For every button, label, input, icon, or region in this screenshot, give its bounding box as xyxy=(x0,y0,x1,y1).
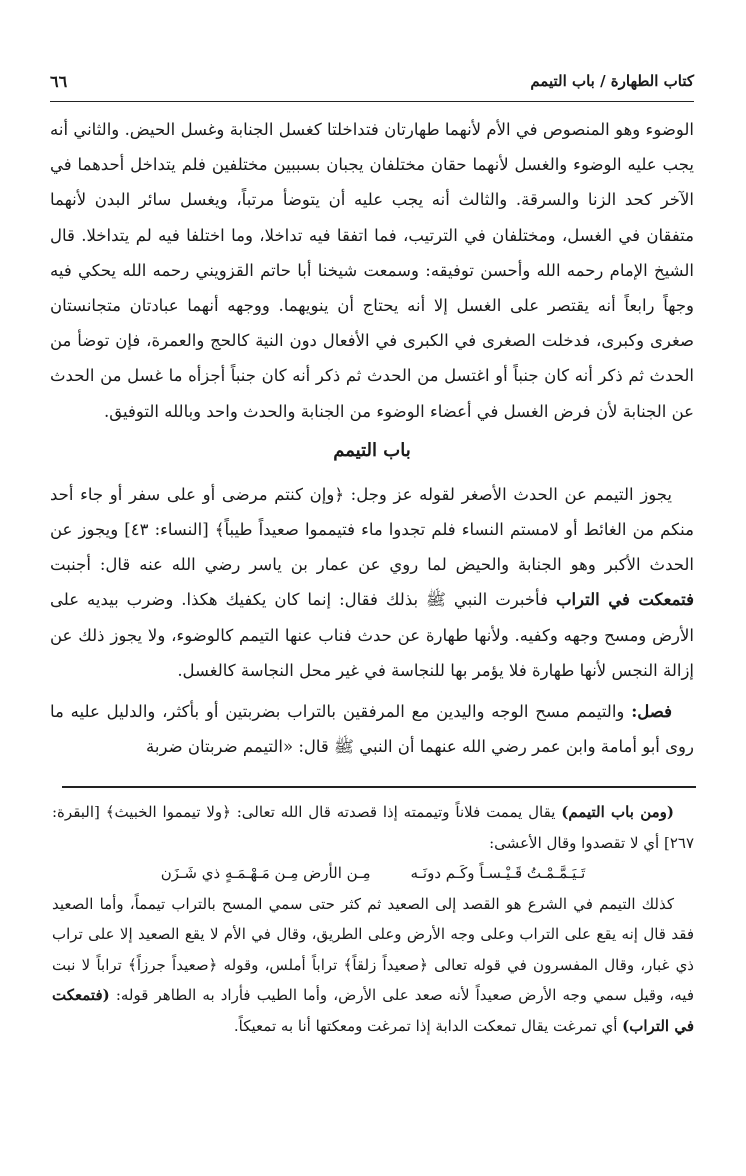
paragraph-text: والتيمم مسح الوجه واليدين مع المرفقين بالتراب بضربتين أو بأكثر، والدليل عليه ما روى أبو أمامة وابن عمر رضي الله عنهما أن النبي ﷺ قال: «التيمم ضربتان ضربة xyxy=(50,702,694,757)
header-title: كتاب الطهارة / باب التيمم xyxy=(530,72,694,90)
footnote-entry xyxy=(52,889,694,1042)
paragraph-text: فأخبرت النبي ﷺ بذلك فقال: إنما كان يكفيك هكذا. وضرب بيديه على الأرض ومسح وجهه وكفيه. ولأنها طهارة عن حدث فناب عنها التيمم كالوضوء، ولا يجوز ذلك عن إزالة النجس لأنها طهارة فلا يؤمر بها للنجاسة في غير محل النجاسة كالغسل. xyxy=(50,590,694,680)
footnote-text: يقال يممت فلاناً وتيممته إذا قصدته قال الله تعالى: ﴿ولا تيمموا الخبيث﴾ [البقرة: ٢٦٧] أي لا تقصدوا وقال الأعشى: xyxy=(52,803,694,852)
footnote-text: كذلك التيمم في الشرع هو القصد إلى الصعيد ثم كثر حتى سمي المسح بالتراب تيمماً، وأما الصعيد فقد قال إنه يقع على التراب وعلى وجه الأرض وعلى الطريق، وقال في الأم لا يقع الصعيد إلا على تراب ذي غبار، وقال المفسرون في قوله تعالى ﴿صعيداً زلقاً﴾ تراباً أملس، وقوله ﴿صعيداً جرزاً﴾ تراباً لا نبت فيه، وقيل سمي وجه الأرض صعيداً لأنه صعد على الأرض، وأما الطيب فأراد به الطاهر قوله: xyxy=(52,894,694,1004)
paragraph-continuation: الوضوء وهو المنصوص في الأم لأنهما طهارتان فتداخلتا كغسل الجنابة وغسل الحيض. والثاني أنه يجب عليه الوضوء والغسل لأنهما حقان مختلفان يجبان بسببين مختلفين فلم يتداخل أحدهما في الآخر كحد الزنا والسرقة. والثالث أنه يجب عليه أن يتوضأ مرتباً، ويغسل سائر البدن لأنهما متفقان في الغسل، ومختلفان في الترتيب، فما اتفقا فيه تداخلا، وما اختلفا فيه لم يتداخلا. قال الشيخ الإمام رحمه الله وأحسن توفيقه: وسمعت شيخنا أبا حاتم القزويني رحمه الله يحكي فيه وجهاً رابعاً أنه يقتصر على الغسل إلا أنه يحتاج أن ينويهما. ووجهه أنهما عبادتان متجانستان صغرى وكبرى، فدخلت الصغرى في الكبرى في الأفعال دون النية كالحج والعمرة، فإن توضأ من الحدث ثم ذكر أنه كان جنباً أو اغتسل من الحدث ثم ذكر أنه كان جنباً أجزأه ما غسل من الحدث عن الجنابة لأن فرض الغسل في أعضاء الوضوء من الجنابة والحدث واحد وبالله التوفيق. xyxy=(50,120,694,421)
fasl-label: فصل: xyxy=(631,702,672,722)
paragraph-fasl xyxy=(50,694,694,764)
running-header xyxy=(50,72,694,100)
paragraph-tayammum-intro xyxy=(50,477,694,688)
paragraph-text: يجوز التيمم عن الحدث الأصغر لقوله عز وجل: ﴿وإن كنتم مرضى أو على سفر أو جاء أحد منكم من الغائط أو لامستم النساء فلم تجدوا ماء فتيمموا صعيداً طيباً﴾ [النساء: ٤٣] ويجوز عن الحدث الأكبر وهو الجنابة والحيض لما روي عن عمار بن ياسر رضي الله عنه قال: أجنبت xyxy=(50,484,694,575)
footnote-lemma: (فتمعكت في التراب) xyxy=(52,986,694,1035)
chapter-heading: باب التيمم xyxy=(333,439,411,461)
footnote-text: أي تمرغت يقال تمعكت الدابة إذا تمرغت ومعكتها أنا به تمعيكاً. xyxy=(233,1016,623,1035)
poem-hemistich-first: تَـيَـمَّـمْـتُ قَـيْـسـاً وكَـم دونَـه xyxy=(410,864,586,882)
footnote-lemma: (ومن باب التيمم) xyxy=(561,803,674,821)
footnote-rule xyxy=(62,786,696,788)
poem-hemistich-second: مِـن الأرض مِـن مَـهْـمَـهٍ ذي شَـزَن xyxy=(160,864,371,882)
page-number: ٦٦ xyxy=(50,72,68,91)
footnote-entry xyxy=(52,797,694,858)
header-rule xyxy=(50,101,694,102)
footnotes xyxy=(52,797,694,1041)
poem-verse xyxy=(52,858,694,889)
bold-phrase: فتمعكت في التراب xyxy=(555,590,695,610)
main-text xyxy=(50,112,694,764)
